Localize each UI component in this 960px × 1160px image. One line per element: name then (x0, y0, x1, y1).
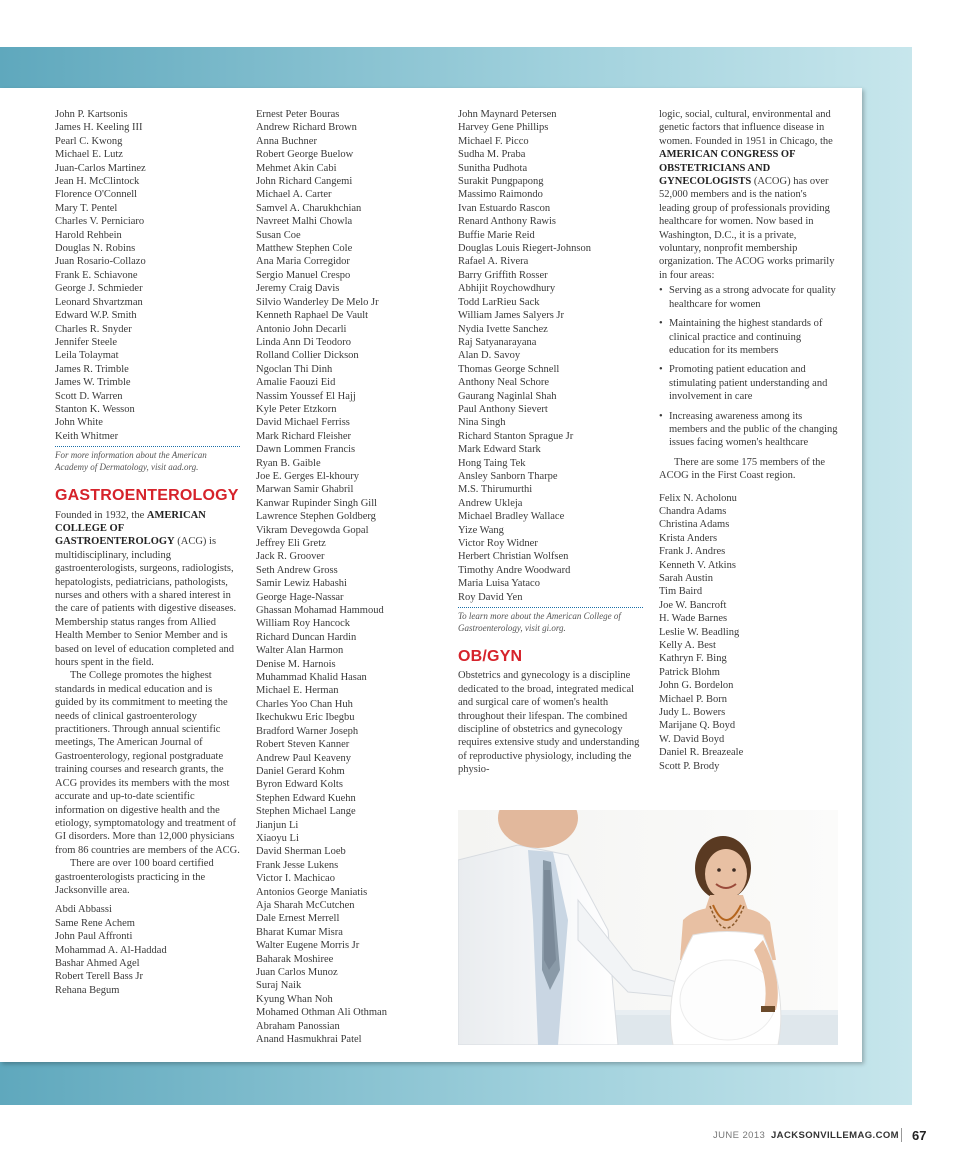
gastroenterology-heading: GASTROENTEROLOGY (55, 487, 239, 505)
list-item: Kenneth V. Atkins (659, 559, 736, 571)
list-item: Marwan Samir Ghabril (256, 484, 354, 496)
list-item: William James Salyers Jr (458, 310, 565, 322)
list-item: William Roy Hancock (256, 618, 351, 630)
column-4 (659, 108, 839, 773)
page-number: 67 (912, 1128, 927, 1143)
list-item: Bashar Ahmed Agel (55, 957, 140, 969)
list-item: Walter Eugene Morris Jr (256, 940, 360, 952)
list-item: Charles V. Perniciaro (55, 216, 145, 228)
list-item: Scott D. Warren (55, 390, 123, 402)
list-item: • Promoting patient education and stimulating patient understanding and involvement in care (659, 364, 828, 403)
acg-intro-paragraph: Founded in 1932, the AMERICAN COLLEGE OF GASTROENTEROLOGY (ACG) is multidisciplinary, including gastroenterologists, surgeons, radiologists, hepatologists, pediatricians, pathologists, nurses and others with a shared interest in the care of patients with digestive diseases. Membership status ranges from Allied Health Member to Senior Member and is based on level of education completed and hours spent in the field. (55, 509, 237, 669)
list-item: W. David Boyd (659, 733, 725, 745)
list-item: Sergio Manuel Crespo (256, 269, 351, 281)
list-item: Mehmet Akin Cabi (256, 162, 337, 174)
list-item: Frank J. Andres (659, 546, 726, 558)
list-item: Mohammad A. Al-Haddad (55, 944, 167, 956)
dermatology-info-note: For more information about the American Academy of Dermatology, visit aad.org. (55, 446, 240, 473)
doctor-patient-photo (458, 810, 838, 1045)
list-item: Harvey Gene Phillips (458, 122, 549, 134)
list-item: Ivan Estuardo Rascon (458, 202, 551, 214)
list-item: Michael Bradley Wallace (458, 511, 565, 523)
list-item: John Maynard Petersen (458, 109, 557, 120)
list-item: Marijane Q. Boyd (659, 720, 736, 732)
footer-divider (901, 1128, 902, 1142)
list-item: Judy L. Bowers (659, 707, 726, 719)
list-item: Andrew Paul Keaveny (256, 752, 352, 764)
list-item: Kyung Whan Noh (256, 993, 333, 1005)
list-item: Kathryn F. Bing (659, 653, 727, 665)
list-item: Nydia Ivette Sanchez (458, 323, 548, 335)
list-item: Chandra Adams (659, 505, 727, 517)
list-item: Matthew Stephen Cole (256, 243, 353, 255)
list-item: Susan Coe (256, 229, 301, 241)
list-item: Gaurang Naginlal Shah (458, 390, 557, 402)
list-item: Silvio Wanderley De Melo Jr (256, 296, 379, 308)
list-item: Ngoclan Thi Dinh (256, 363, 333, 375)
list-item: John Paul Affronti (55, 931, 133, 943)
list-item: Krista Anders (659, 532, 718, 544)
list-item: Sunitha Pudhota (458, 162, 528, 174)
list-item: Sudha M. Praba (458, 149, 526, 161)
column-2 (256, 108, 441, 1046)
list-item: Patrick Blohm (659, 666, 720, 678)
list-item: Kanwar Rupinder Singh Gill (256, 497, 378, 509)
column-1 (55, 108, 240, 997)
list-item: Timothy Andre Woodward (458, 564, 571, 576)
list-item: Alan D. Savoy (458, 350, 521, 362)
list-item: Leslie W. Beadling (659, 626, 740, 638)
list-item: Keith Whitmer (55, 430, 119, 442)
list-item: Scott P. Brody (659, 760, 720, 772)
list-item: • Maintaining the highest standards of clinical practice and continuing education for its members (659, 318, 823, 356)
list-item: Dawn Lommen Francis (256, 444, 356, 456)
list-item: Juan Rosario-Collazo (55, 256, 146, 268)
list-item: Renard Anthony Rawis (458, 216, 556, 228)
list-item: Surakit Pungpapong (458, 176, 544, 188)
list-item: Ana Maria Corregidor (256, 256, 350, 268)
list-item: Jack R. Groover (256, 551, 325, 563)
gastroenterology-info-note: To learn more about the American College of Gastroenterology, visit gi.org. (458, 607, 643, 634)
list-item: Juan-Carlos Martinez (55, 162, 146, 174)
list-item: Mohamed Othman Ali Othman (256, 1007, 387, 1019)
list-item: Andrew Richard Brown (256, 122, 357, 134)
list-item: Michael E. Herman (256, 685, 339, 697)
list-item: M.S. Thirumurthi (458, 484, 533, 496)
issue-date: JUNE 2013 (713, 1130, 766, 1141)
list-item: Ansley Sanborn Tharpe (458, 470, 558, 482)
list-item: Navreet Malhi Chowla (256, 216, 353, 228)
list-item: Anna Buchner (256, 135, 317, 147)
magazine-website: JACKSONVILLEMAG.COM (771, 1130, 899, 1141)
list-item: Jean H. McClintock (55, 176, 140, 188)
list-item: Mark Edward Stark (458, 444, 541, 456)
list-item: John P. Kartsonis (55, 109, 128, 120)
list-item: Samir Lewiz Habashi (256, 578, 347, 590)
list-item: Robert Terell Bass Jr (55, 971, 144, 983)
list-item: Andrew Ukleja (458, 497, 523, 509)
list-item: Yize Wang (458, 524, 504, 536)
list-item: James R. Trimble (55, 363, 129, 375)
list-item: Lawrence Stephen Goldberg (256, 511, 376, 523)
list-item: Samvel A. Charukhchian (256, 202, 362, 214)
list-item: John G. Bordelon (659, 680, 734, 692)
list-item: H. Wade Barnes (659, 613, 728, 625)
list-item: Joe W. Bancroft (659, 599, 727, 611)
list-item: Rolland Collier Dickson (256, 350, 359, 362)
list-item: Richard Duncan Hardin (256, 631, 357, 643)
list-item: Hong Taing Tek (458, 457, 526, 469)
list-item: Kyle Peter Etzkorn (256, 403, 337, 415)
list-item: Muhammad Khalid Hasan (256, 672, 367, 684)
list-item: George J. Schmieder (55, 283, 143, 295)
acg-mission-paragraph: The College promotes the highest standards in medical education and is guided by its commitment to meeting the needs of clinical gastroenterology practitioners. Through annual scientific meetings, The American Journal of Gastroenterology, regional postgraduate training courses and research grants, the ACG provides its members with the most accurate and up-to-date scientific information on digestive health and the etiology, symptomatology and treatment of GI disorders. More than 12,000 physicians from 86 countries are members of the ACG. (55, 670, 240, 856)
column-3 (458, 108, 643, 777)
list-item: Bradford Warner Joseph (256, 725, 359, 737)
list-item: Juan Carlos Munoz (256, 967, 338, 978)
list-item: Abhijit Roychowdhury (458, 283, 556, 295)
list-item: Ikechukwu Eric Ibegbu (256, 712, 355, 724)
list-item: George Hage-Nassar (256, 591, 344, 603)
list-item: Seth Andrew Gross (256, 564, 338, 576)
list-item: Suraj Naik (256, 980, 302, 992)
list-item: Tim Baird (659, 586, 703, 598)
list-item: Kelly A. Best (659, 640, 716, 652)
acog-name: AMERICAN CONGRESS OF OBSTETRICIANS AND GYNECOLOGISTS (659, 149, 796, 188)
list-item: Herbert Christian Wolfsen (458, 551, 569, 563)
list-item: John White (55, 417, 103, 429)
list-item: Pearl C. Kwong (55, 135, 123, 147)
list-item: Victor Roy Widner (458, 538, 538, 549)
list-item: • Increasing awareness among its members and the public of the changing issues facing women's healthcare (659, 410, 838, 449)
list-item: Sarah Austin (659, 573, 713, 584)
list-item: Charles Yoo Chan Huh (256, 698, 353, 710)
list-item: Leila Tolaymat (55, 350, 119, 362)
list-item: Same Rene Achem (55, 917, 135, 929)
list-item: Mary T. Pentel (55, 202, 118, 214)
list-item: John Richard Cangemi (256, 176, 353, 188)
gastroenterology-name-list-end (458, 108, 643, 604)
list-item: Michael P. Born (659, 693, 727, 705)
list-item: Rehana Begum (55, 984, 120, 996)
list-item: Ghassan Mohamad Hammoud (256, 605, 384, 617)
list-item: James W. Trimble (55, 377, 131, 389)
list-item: Massimo Raimondo (458, 189, 543, 201)
obgyn-intro-paragraph: Obstetrics and gynecology is a discipline dedicated to the broad, integrated medical and surgical care of women's health throughout their lifespan. The combined discipline of obstetrics and gynecology requires extensive study and understanding of reproductive physiology, including the physio- (458, 670, 640, 776)
list-item: Richard Stanton Sprague Jr (458, 430, 574, 442)
list-item: Daniel R. Breazeale (659, 747, 744, 759)
list-item: Walter Alan Harmon (256, 645, 344, 657)
list-item: Charles R. Snyder (55, 323, 132, 335)
acg-local-count-paragraph: There are over 100 board certified gastroenterologists practicing in the Jacksonville area. (55, 858, 214, 896)
list-item: Dale Ernest Merrell (256, 913, 340, 925)
list-item: Bharat Kumar Misra (256, 926, 343, 938)
list-item: Jianjun Li (256, 819, 299, 831)
list-item: Jeremy Craig Davis (256, 283, 340, 295)
list-item: Denise M. Harnois (256, 658, 336, 670)
list-item: David Sherman Loeb (256, 846, 346, 858)
list-item: Stephen Edward Kuehn (256, 792, 356, 804)
acog-paragraph: logic, social, cultural, environmental and genetic factors that influence disease in women. Founded in 1951 in Chicago, the AMERICAN CONGRESS OF OBSTETRICIANS AND GYNECOLOGISTS (ACOG) has over 52,000 members and is the nation's leading group of professionals providing healthcare for women. Now based in Washington, D.C., it is a private, voluntary, nonprofit membership organization. The ACOG works primarily in four areas: (659, 109, 835, 281)
list-item: Victor I. Machicao (256, 873, 335, 885)
list-item: Ryan B. Gaible (256, 457, 321, 469)
list-item: Nina Singh (458, 417, 506, 429)
list-item: Kenneth Raphael De Vault (256, 310, 369, 322)
list-item: Rafael A. Rivera (458, 256, 529, 268)
list-item: Paul Anthony Sievert (458, 403, 548, 415)
list-item: Florence O'Connell (55, 189, 138, 201)
acog-local-count-paragraph: There are some 175 members of the ACOG in the First Coast region. (659, 456, 826, 482)
list-item: Frank Jesse Lukens (256, 859, 339, 871)
list-item: Douglas Louis Riegert-Johnson (458, 243, 591, 255)
list-item: Byron Edward Kolts (256, 779, 343, 791)
list-item: Stanton K. Wesson (55, 403, 135, 415)
gastroenterology-name-list (55, 903, 240, 997)
list-item: Felix N. Acholonu (659, 492, 737, 504)
list-item: Vikram Devegowda Gopal (256, 524, 369, 536)
dermatology-name-list (55, 108, 240, 443)
gastroenterology-name-list-continued (256, 108, 441, 1046)
list-item: Buffie Marie Reid (458, 229, 535, 241)
list-item: Michael F. Picco (458, 135, 529, 147)
list-item: Maria Luisa Yataco (458, 578, 540, 590)
list-item: Frank E. Schiavone (55, 269, 138, 281)
list-item: Joe E. Gerges El-khoury (256, 470, 360, 482)
list-item: Christina Adams (659, 519, 730, 531)
list-item: Abdi Abbassi (55, 904, 112, 916)
list-item: Edward W.P. Smith (55, 310, 137, 322)
list-item: Xiaoyu Li (256, 832, 299, 844)
acg-name: AMERICAN COLLEGE OF GASTROENTEROLOGY (55, 509, 206, 548)
list-item: Nassim Youssef El Hajj (256, 390, 356, 402)
list-item: Jennifer Steele (55, 336, 118, 348)
list-item: Mark Richard Fleisher (256, 430, 352, 442)
list-item: David Michael Ferriss (256, 417, 350, 429)
list-item: Todd LarRieu Sack (458, 296, 540, 308)
list-item: Harold Rehbein (55, 229, 122, 241)
list-item: Michael E. Lutz (55, 149, 123, 161)
list-item: Douglas N. Robins (55, 243, 136, 255)
list-item: Aja Sharah McCutchen (256, 899, 355, 911)
list-item: Linda Ann Di Teodoro (256, 336, 352, 348)
list-item: Ernest Peter Bouras (256, 109, 340, 120)
list-item: Barry Griffith Rosser (458, 269, 548, 281)
list-item: Amalie Faouzi Eid (256, 377, 336, 389)
list-item: • Serving as a strong advocate for quality healthcare for women (659, 285, 836, 310)
list-item: Robert Steven Kanner (256, 739, 350, 751)
page-footer (0, 1128, 960, 1144)
obgyn-name-list (659, 492, 839, 774)
list-item: Roy David Yen (458, 591, 523, 603)
list-item: Robert George Buelow (256, 149, 354, 161)
acog-focus-areas-list (659, 284, 839, 449)
list-item: Antonios George Maniatis (256, 886, 368, 898)
list-item: Thomas George Schnell (458, 363, 560, 375)
list-item: Baharak Moshiree (256, 953, 334, 965)
list-item: Daniel Gerard Kohm (256, 765, 345, 777)
list-item: James H. Keeling III (55, 122, 143, 134)
list-item: Jeffrey Eli Gretz (256, 538, 326, 549)
list-item: Anand Hasmukhrai Patel (256, 1034, 362, 1046)
photo-illustration (458, 810, 838, 1045)
list-item: Stephen Michael Lange (256, 806, 356, 818)
list-item: Michael A. Carter (256, 189, 332, 201)
list-item: Raj Satyanarayana (458, 336, 537, 348)
list-item: Leonard Shvartzman (55, 296, 143, 308)
obgyn-heading: OB/GYN (458, 648, 523, 666)
list-item: Abraham Panossian (256, 1020, 340, 1032)
list-item: Anthony Neal Schore (458, 377, 549, 389)
list-item: Antonio John Decarli (256, 323, 347, 335)
